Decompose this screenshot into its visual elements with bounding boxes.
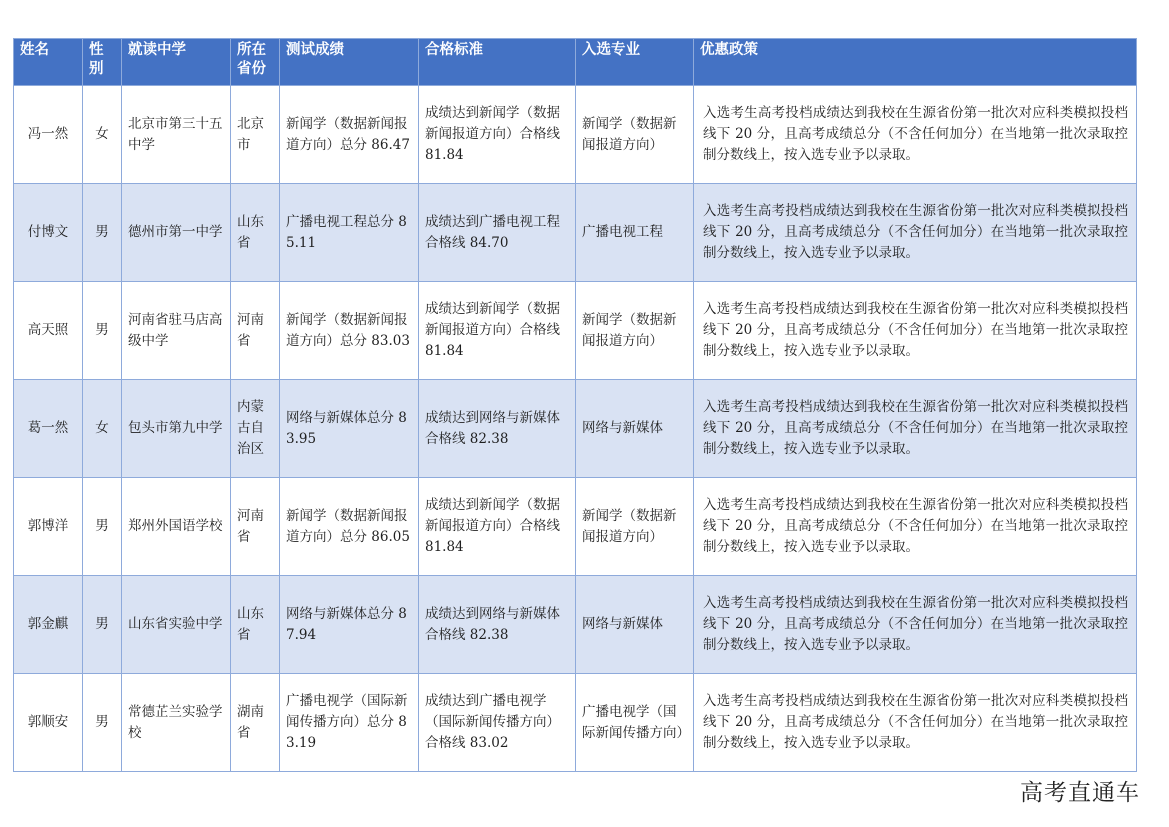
- admission-table: [13, 38, 1137, 772]
- cell-name: 郭博洋: [14, 478, 83, 576]
- table-row: [14, 380, 1137, 478]
- cell-school: 北京市第三十五中学: [122, 86, 231, 184]
- header-standard: 合格标准: [419, 39, 576, 86]
- cell-major: 新闻学（数据新闻报道方向）: [576, 478, 694, 576]
- cell-policy: 入选考生高考投档成绩达到我校在生源省份第一批次对应科类模拟投档线下 20 分，且高考成绩总分（不含任何加分）在当地第一批次录取控制分数线上，按入选专业予以录取。: [694, 478, 1137, 576]
- cell-school: 山东省实验中学: [122, 576, 231, 674]
- cell-major: 网络与新媒体: [576, 576, 694, 674]
- cell-province: 山东省: [231, 184, 280, 282]
- cell-standard: 成绩达到广播电视工程合格线 84.70: [419, 184, 576, 282]
- cell-major: 新闻学（数据新闻报道方向）: [576, 86, 694, 184]
- cell-gender: 男: [83, 184, 122, 282]
- table-row: [14, 282, 1137, 380]
- header-school: 就读中学: [122, 39, 231, 86]
- cell-score: 新闻学（数据新闻报道方向）总分 86.47: [280, 86, 419, 184]
- cell-score: 新闻学（数据新闻报道方向）总分 83.03: [280, 282, 419, 380]
- cell-province: 湖南省: [231, 674, 280, 772]
- cell-major: 广播电视学（国际新闻传播方向）: [576, 674, 694, 772]
- cell-standard: 成绩达到新闻学（数据新闻报道方向）合格线 81.84: [419, 282, 576, 380]
- cell-school: 常德芷兰实验学校: [122, 674, 231, 772]
- cell-policy: 入选考生高考投档成绩达到我校在生源省份第一批次对应科类模拟投档线下 20 分，且高考成绩总分（不含任何加分）在当地第一批次录取控制分数线上，按入选专业予以录取。: [694, 674, 1137, 772]
- cell-score: 网络与新媒体总分 87.94: [280, 576, 419, 674]
- cell-gender: 女: [83, 380, 122, 478]
- cell-gender: 男: [83, 282, 122, 380]
- cell-school: 郑州外国语学校: [122, 478, 231, 576]
- cell-name: 付博文: [14, 184, 83, 282]
- cell-policy: 入选考生高考投档成绩达到我校在生源省份第一批次对应科类模拟投档线下 20 分，且高考成绩总分（不含任何加分）在当地第一批次录取控制分数线上，按入选专业予以录取。: [694, 184, 1137, 282]
- header-major: 入选专业: [576, 39, 694, 86]
- cell-major: 新闻学（数据新闻报道方向）: [576, 282, 694, 380]
- cell-name: 郭顺安: [14, 674, 83, 772]
- cell-policy: 入选考生高考投档成绩达到我校在生源省份第一批次对应科类模拟投档线下 20 分，且高考成绩总分（不含任何加分）在当地第一批次录取控制分数线上，按入选专业予以录取。: [694, 282, 1137, 380]
- cell-policy: 入选考生高考投档成绩达到我校在生源省份第一批次对应科类模拟投档线下 20 分，且高考成绩总分（不含任何加分）在当地第一批次录取控制分数线上，按入选专业予以录取。: [694, 380, 1137, 478]
- cell-standard: 成绩达到广播电视学（国际新闻传播方向）合格线 83.02: [419, 674, 576, 772]
- cell-score: 网络与新媒体总分 83.95: [280, 380, 419, 478]
- table-row: [14, 478, 1137, 576]
- cell-gender: 男: [83, 674, 122, 772]
- header-province: 所在省份: [231, 39, 280, 86]
- cell-province: 内蒙古自治区: [231, 380, 280, 478]
- cell-school: 包头市第九中学: [122, 380, 231, 478]
- header-name: 姓名: [14, 39, 83, 86]
- table-row: [14, 674, 1137, 772]
- table-row: [14, 576, 1137, 674]
- cell-province: 北京市: [231, 86, 280, 184]
- cell-major: 网络与新媒体: [576, 380, 694, 478]
- table-row: [14, 86, 1137, 184]
- cell-name: 葛一然: [14, 380, 83, 478]
- cell-school: 河南省驻马店高级中学: [122, 282, 231, 380]
- cell-score: 广播电视学（国际新闻传播方向）总分 83.19: [280, 674, 419, 772]
- cell-score: 新闻学（数据新闻报道方向）总分 86.05: [280, 478, 419, 576]
- cell-name: 高天照: [14, 282, 83, 380]
- header-policy: 优惠政策: [694, 39, 1137, 86]
- cell-policy: 入选考生高考投档成绩达到我校在生源省份第一批次对应科类模拟投档线下 20 分，且高考成绩总分（不含任何加分）在当地第一批次录取控制分数线上，按入选专业予以录取。: [694, 86, 1137, 184]
- header-gender: 性别: [83, 39, 122, 86]
- watermark-text: 高考直通车: [1020, 780, 1140, 806]
- cell-standard: 成绩达到新闻学（数据新闻报道方向）合格线 81.84: [419, 478, 576, 576]
- cell-gender: 男: [83, 478, 122, 576]
- header-score: 测试成绩: [280, 39, 419, 86]
- cell-province: 河南省: [231, 282, 280, 380]
- cell-name: 冯一然: [14, 86, 83, 184]
- cell-school: 德州市第一中学: [122, 184, 231, 282]
- cell-province: 河南省: [231, 478, 280, 576]
- cell-gender: 男: [83, 576, 122, 674]
- cell-name: 郭金麒: [14, 576, 83, 674]
- header-row: [14, 39, 1137, 86]
- cell-standard: 成绩达到网络与新媒体合格线 82.38: [419, 576, 576, 674]
- table-row: [14, 184, 1137, 282]
- cell-gender: 女: [83, 86, 122, 184]
- cell-policy: 入选考生高考投档成绩达到我校在生源省份第一批次对应科类模拟投档线下 20 分，且高考成绩总分（不含任何加分）在当地第一批次录取控制分数线上，按入选专业予以录取。: [694, 576, 1137, 674]
- cell-major: 广播电视工程: [576, 184, 694, 282]
- cell-score: 广播电视工程总分 85.11: [280, 184, 419, 282]
- cell-province: 山东省: [231, 576, 280, 674]
- cell-standard: 成绩达到网络与新媒体合格线 82.38: [419, 380, 576, 478]
- cell-standard: 成绩达到新闻学（数据新闻报道方向）合格线 81.84: [419, 86, 576, 184]
